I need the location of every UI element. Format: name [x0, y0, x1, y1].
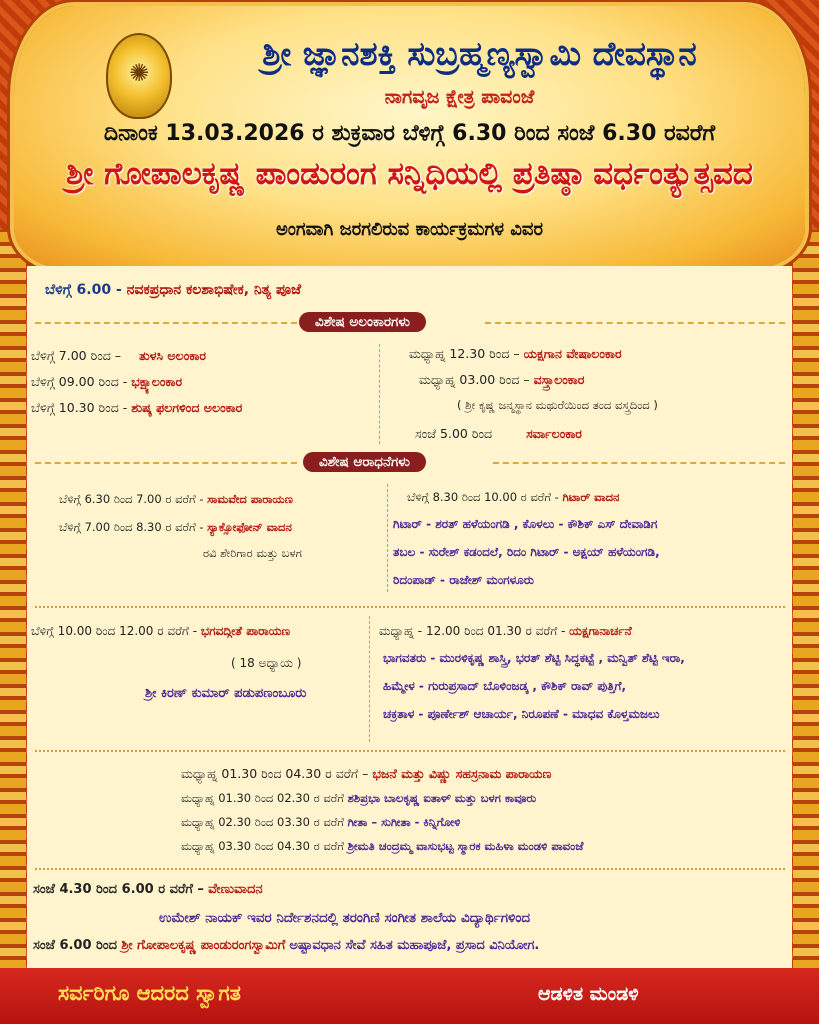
list-item — [31, 400, 242, 416]
item-text: ವೇಣುವಾದನ — [208, 882, 263, 897]
dotted-divider — [35, 868, 785, 870]
item-time: ಬೆಳಿಗ್ಗೆ 10.00 ರಿಂದ 12.00 ರ ವರೆಗೆ - — [31, 624, 198, 638]
item-time: ಬೆಳಿಗ್ಗೆ 8.30 ರಿಂದ 10.00 ರ ವರೆಗೆ - — [407, 490, 559, 504]
item-text: ಗಿಟಾರ್ ವಾದನ — [562, 490, 620, 504]
committee-text: ಆಡಳಿತ ಮಂಡಳಿ — [538, 983, 639, 1005]
item-text: ಭಗವದ್ಗೀತೆ ಪಾರಾಯಣ — [200, 624, 291, 638]
list-item: ಭಾಗವತರು - ಮುರಳಿಕೃಷ್ಣ ಶಾಸ್ತ್ರಿ, ಭರತ್ ಶೆಟ್ಟಿ ಸಿದ್ಧಕಟ್ಟೆ , ಮನ್ವಿತ್ ಶೆಟ್ಟಿ ಇರಾ, — [383, 651, 685, 665]
morning-time: ಬೆಳಿಗ್ಗೆ 6.00 - — [45, 282, 122, 298]
list-item — [203, 546, 302, 561]
item-text: ಯಕ್ಷಗಾನಾರ್ಚನೆ — [569, 624, 632, 638]
divider — [493, 462, 785, 464]
item-time: ಬೆಳಿಗ್ಗೆ 6.30 ರಿಂದ 7.00 ರ ವರೆಗೆ - — [59, 492, 204, 506]
list-item: ಗಿಟಾರ್ - ಶರತ್ ಹಳೆಯಂಗಡಿ , ಕೊಳಲು - ಕೌಶಿಕ್ ಎಸ್ ದೇವಾಡಿಗ — [393, 517, 658, 531]
item-text: ಶಶಿಪ್ರಭಾ ಬಾಲಕೃಷ್ಣ ಐತಾಳ್ ಮತ್ತು ಬಳಗ ಕಾವೂರು — [347, 791, 537, 805]
divider — [35, 322, 297, 324]
item-time: ಮಧ್ಯಾಹ್ನ 01.30 ರಿಂದ 04.30 ರ ವರೆಗೆ – — [181, 766, 369, 781]
section-heading-alankara: ವಿಶೇಷ ಅಲಂಕಾರಗಳು — [299, 312, 426, 332]
item-text: ಶ್ರೀಮತಿ ಚಂದ್ರಮ್ಮ ವಾಸುಭಟ್ಟ ಸ್ಮಾರಕ ಮಹಿಳಾ ಮಂಡಳಿ ಪಾವಂಜೆ — [347, 839, 584, 853]
item-time: ಮಧ್ಯಾಹ್ನ 02.30 ರಿಂದ 03.30 ರ ವರೆಗೆ — [181, 815, 344, 829]
item-time: ಬೆಳಿಗ್ಗೆ 7.00 ರಿಂದ 8.30 ರ ವರೆಗೆ - — [59, 520, 204, 534]
list-item — [181, 791, 536, 806]
section-heading-aradhana: ವಿಶೇಷ ಆರಾಧನೆಗಳು — [303, 452, 426, 472]
column-divider — [369, 616, 370, 742]
item-time: ಸಂಜೆ 5.00 ರಿಂದ — [415, 426, 493, 441]
item-time: ಮಧ್ಯಾಹ್ನ 12.30 ರಿಂದ – — [409, 346, 520, 361]
morning-row — [45, 282, 301, 298]
item-text: ಗೀತಾ – ಸುಗೀತಾ - ಕಿನ್ನಿಗೋಳಿ — [347, 815, 461, 829]
list-item: ರಿದಂಪಾಡ್ - ರಾಜೇಶ್ ಮಂಗಳೂರು — [393, 573, 534, 587]
header-banner — [14, 6, 805, 268]
puja-deity: ಶ್ರೀ ಗೋಪಾಲಕೃಷ್ಣ ಪಾಂಡುರಂಗಸ್ವಾಮಿಗೆ — [121, 938, 286, 953]
item-text: ಸ್ಯಾಕ್ಸೋಫೋನ್ ವಾದನ — [207, 520, 292, 534]
list-item — [407, 490, 619, 505]
item-text: ಸರ್ವಾಲಂಕಾರ — [526, 426, 582, 441]
list-item — [181, 766, 551, 782]
item-text: ವಸ್ತ್ರಾಲಂಕಾರ — [533, 372, 585, 387]
list-item — [181, 839, 583, 854]
item-text: ( ಶ್ರೀ ಕೃಷ್ಣ ಜನ್ಮಸ್ಥಾನ ಮಥುರೆಯಿಂದ ತಂದ ವಸ್ತ್ರದಿಂದ ) — [457, 398, 658, 412]
left-ornamental-border — [0, 230, 26, 970]
date-line: ದಿನಾಂಕ 13.03.2026 ರ ಶುಕ್ರವಾರ ಬೆಳಿಗ್ಗೆ 6.30 ರಿಂದ ಸಂಜೆ 6.30 ರವರೆಗೆ — [103, 121, 716, 146]
list-item: ಚಕ್ರತಾಳ - ಪೂರ್ಣೇಶ್ ಆಚಾರ್ಯ, ನಿರೂಪಣೆ - ಮಾಧವ ಕೊಳ್ತಮಜಲು — [383, 707, 660, 721]
list-item — [31, 348, 206, 364]
list-item — [33, 882, 263, 897]
list-item: ತಬಲ - ಸುರೇಶ್ ಕಡಂದಲೆ, ರಿದಂ ಗಿಟಾರ್ - ಅಕ್ಷಯ್ ಹಳೆಯಂಗಡಿ, — [393, 545, 660, 559]
welcome-text: ಸರ್ವರಿಗೂ ಆದರದ ಸ್ವಾಗತ — [58, 981, 241, 1005]
list-item — [419, 372, 584, 388]
list-item — [181, 815, 460, 830]
item-time: ಮಧ್ಯಾಹ್ನ 03.30 ರಿಂದ 04.30 ರ ವರೆಗೆ — [181, 839, 344, 853]
morning-text: ನವಕಪ್ರಧಾನ ಕಲಶಾಭಿಷೇಕ, ನಿತ್ಯ ಪೂಜೆ — [126, 282, 302, 298]
list-item — [457, 398, 658, 413]
list-item — [59, 492, 293, 507]
item-time: ಬೆಳಿಗ್ಗೆ 7.00 ರಿಂದ – — [31, 348, 122, 363]
column-divider — [379, 344, 380, 444]
item-text: ಭಜನೆ ಮತ್ತು ವಿಷ್ಣು ಸಹಸ್ರನಾಮ ಪಾರಾಯಣ — [372, 766, 552, 781]
item-text: ಅಷ್ಟಾವಧಾನ ಸೇವೆ ಸಹಿತ ಮಹಾಪೂಜೆ, ಪ್ರಸಾದ ವಿನಿಯೋಗ. — [289, 938, 540, 953]
list-item — [31, 624, 290, 639]
item-text: ಸಾಮವೇದ ಪಾರಾಯಣ — [207, 492, 293, 506]
list-item — [379, 624, 632, 639]
item-time: ಮಧ್ಯಾಹ್ನ 01.30 ರಿಂದ 02.30 ರ ವರೆಗೆ — [181, 791, 344, 805]
column-divider — [387, 484, 388, 592]
item-time: ಬೆಳಿಗ್ಗೆ 10.30 ರಿಂದ - — [31, 400, 128, 415]
list-item — [415, 426, 582, 442]
item-text: ಭಕ್ಷ್ಯಾಲಂಕಾರ — [131, 374, 183, 389]
divider — [485, 322, 785, 324]
place-name: ನಾಗವೃಜ ಕ್ಷೇತ್ರ ಪಾವಂಜೆ — [384, 86, 535, 108]
list-item: ಹಿಮ್ಮೇಳ - ಗುರುಪ್ರಸಾದ್ ಬೊಳಿಂಜಡ್ಕ , ಕೌಶಿಕ್ ರಾವ್ ಪುತ್ತಿಗೆ, — [383, 679, 627, 693]
venu-detail: ಉಮೇಶ್ ನಾಯಕ್ ಇವರ ನಿರ್ದೇಶನದಲ್ಲಿ ತರಂಗಿಣಿ ಸಂಗೀತ ಶಾಲೆಯ ವಿದ್ಯಾರ್ಥಿಗಳಿಂದ — [159, 910, 531, 926]
item-text: ಶುಷ್ಕ ಫಲಗಳಿಂದ ಅಲಂಕಾರ — [131, 400, 243, 415]
list-item — [33, 938, 539, 953]
list-item: ಶ್ರೀ ಕಿರಣ್ ಕುಮಾರ್ ಪಡುಪಣಂಬೂರು — [145, 686, 307, 701]
subtitle: ಅಂಗವಾಗಿ ಜರಗಲಿರುವ ಕಾರ್ಯಕ್ರಮಗಳ ವಿವರ — [276, 219, 543, 240]
list-item — [59, 520, 292, 535]
list-item: ( 18 ಅಧ್ಯಾಯ ) — [231, 656, 302, 670]
list-item — [31, 374, 182, 390]
dotted-divider — [35, 606, 785, 608]
item-time: ಸಂಜೆ 6.00 ರಿಂದ — [33, 938, 118, 953]
list-item — [409, 346, 622, 362]
divider — [35, 462, 297, 464]
item-text: ರವಿ ಶೇರಿಗಾರ ಮತ್ತು ಬಳಗ — [203, 546, 302, 560]
item-time: ಮಧ್ಯಾಹ್ನ 03.00 ರಿಂದ – — [419, 372, 530, 387]
item-time: ಬೆಳಿಗ್ಗೆ 09.00 ರಿಂದ - — [31, 374, 128, 389]
item-text: ತುಳಸಿ ಅಲಂಕಾರ — [139, 348, 206, 363]
event-title: ಶ್ರೀ ಗೋಪಾಲಕೃಷ್ಣ ಪಾಂಡುರಂಗ ಸನ್ನಿಧಿಯಲ್ಲಿ ಪ್ರತಿಷ್ಠಾ ವರ್ಧಂತ್ಯುತ್ಸವದ — [66, 156, 753, 192]
item-text: ಯಕ್ಷಗಾನ ವೇಷಾಲಂಕಾರ — [523, 346, 622, 361]
item-time: ಮಧ್ಯಾಹ್ನ - 12.00 ರಿಂದ 01.30 ರ ವರೆಗೆ - — [379, 624, 566, 638]
right-ornamental-border — [793, 230, 819, 970]
program-body — [27, 266, 792, 968]
temple-name: ಶ್ರೀ ಜ್ಞಾನಶಕ್ತಿ ಸುಬ್ರಹ್ಮಣ್ಯಸ್ವಾಮಿ ದೇವಸ್ಥಾನ — [262, 34, 697, 73]
dotted-divider — [35, 750, 785, 752]
item-time: ಸಂಜೆ 4.30 ರಿಂದ 6.00 ರ ವರೆಗೆ – — [33, 882, 204, 897]
peacock-emblem-icon: ✺ — [106, 33, 172, 119]
